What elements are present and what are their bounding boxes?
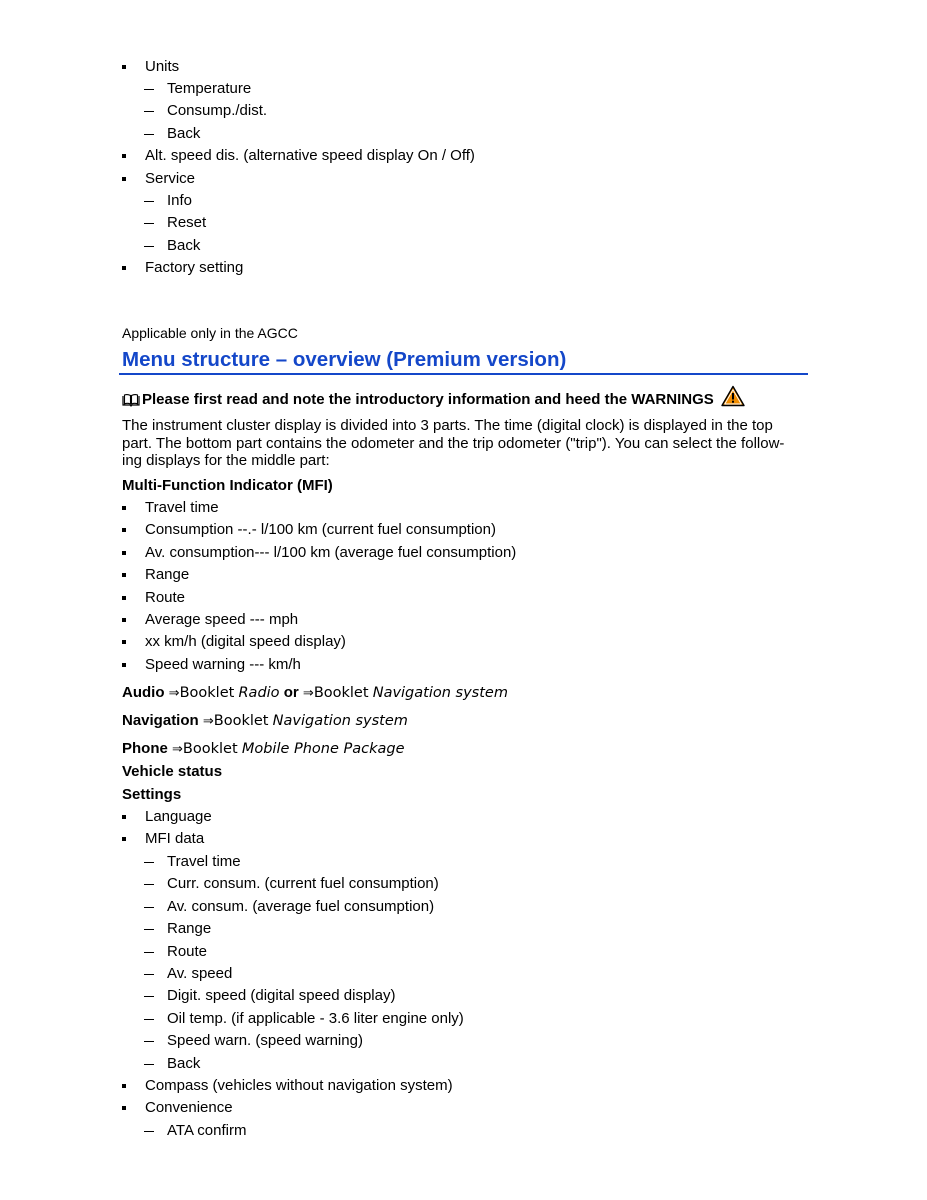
booklet-word: Booklet	[182, 741, 238, 757]
book-icon	[122, 393, 140, 407]
list-item-info: Info	[167, 192, 193, 209]
dash-icon	[144, 942, 156, 962]
mfi-item: Travel time	[145, 499, 219, 516]
arrow-icon: ⇒	[172, 742, 183, 757]
warning-instruction: Please first read and note the introductory information and heed the WARNINGS	[142, 391, 714, 408]
mfi-item: Average speed --- mph	[145, 611, 299, 628]
mfi-data-subitem: Route	[167, 943, 208, 960]
navigation-system-link[interactable]: Navigation system	[372, 685, 508, 701]
bullet-icon	[122, 146, 128, 166]
list-item-alt-speed: Alt. speed dis. (alternative speed display On / Off)	[145, 147, 475, 164]
booklet-word: Booklet	[213, 713, 269, 729]
applicable-note: Applicable only in the AGCC	[122, 325, 298, 341]
dash-icon	[144, 1121, 156, 1141]
dash-icon	[144, 101, 156, 121]
navigation-system-link[interactable]: Navigation system	[272, 713, 408, 729]
booklet-word: Booklet	[179, 685, 235, 701]
or-word: or	[283, 684, 299, 701]
phone-label: Phone	[122, 740, 168, 757]
dash-icon	[144, 1009, 156, 1029]
bullet-icon	[122, 1076, 128, 1096]
mfi-heading: Multi-Function Indicator (MFI)	[122, 477, 333, 494]
dash-icon	[144, 191, 156, 211]
dash-icon	[144, 964, 156, 984]
bullet-icon	[122, 588, 128, 608]
arrow-icon: ⇒	[202, 714, 214, 729]
dash-icon	[144, 124, 156, 144]
mfi-item: Speed warning --- km/h	[145, 656, 301, 673]
mfi-item: Av. consumption--- l/100 km (average fuel consumption)	[145, 544, 517, 561]
dash-icon	[144, 1031, 156, 1051]
bullet-icon	[122, 520, 128, 540]
mfi-data-subitem: Oil temp. (if applicable - 3.6 liter engine only)	[167, 1010, 464, 1027]
dash-icon	[144, 874, 156, 894]
radio-link[interactable]: Radio	[238, 685, 280, 701]
list-item-service: Service	[145, 170, 196, 187]
dash-icon	[144, 897, 156, 917]
phone-reference	[122, 739, 405, 759]
bullet-icon	[122, 498, 128, 518]
bullet-icon	[122, 632, 128, 652]
bullet-icon	[122, 169, 128, 189]
dash-icon	[144, 79, 156, 99]
list-item-temperature: Temperature	[167, 80, 252, 97]
navigation-reference	[122, 711, 408, 731]
intro-paragraph	[122, 417, 794, 470]
intro-line: part. The bottom part contains the odometer and the trip odometer ("trip"). You can select the follow-	[122, 434, 785, 452]
bullet-icon	[122, 565, 128, 585]
bullet-icon	[122, 1098, 128, 1118]
mfi-data-subitem: Back	[167, 1055, 201, 1072]
settings-item-compass: Compass (vehicles without navigation system)	[145, 1077, 453, 1094]
arrow-icon: ⇒	[302, 686, 314, 701]
list-item-consump-dist: Consump./dist.	[167, 102, 268, 119]
intro-line: ing displays for the middle part:	[122, 452, 330, 469]
dash-icon	[144, 1054, 156, 1074]
bullet-icon	[122, 829, 128, 849]
mfi-data-subitem: Speed warn. (speed warning)	[167, 1032, 363, 1049]
bullet-icon	[122, 543, 128, 563]
warning-triangle-icon	[721, 385, 745, 407]
intro-line: The instrument cluster display is divided into 3 parts. The time (digital clock) is displayed in the top	[122, 417, 773, 434]
settings-item-convenience: Convenience	[145, 1099, 233, 1116]
list-item-back: Back	[167, 125, 201, 142]
convenience-subitem-ata: ATA confirm	[167, 1122, 247, 1139]
mfi-item: xx km/h (digital speed display)	[145, 633, 346, 650]
mfi-item: Consumption --.- l/100 km (current fuel consumption)	[145, 521, 496, 538]
settings-item-language: Language	[145, 808, 212, 825]
dash-icon	[144, 986, 156, 1006]
mfi-item: Range	[145, 566, 190, 583]
bullet-icon	[122, 57, 128, 77]
section-title: Menu structure – overview (Premium version)	[122, 348, 567, 371]
dash-icon	[144, 852, 156, 872]
vehicle-status-heading: Vehicle status	[122, 763, 223, 780]
bullet-icon	[122, 258, 128, 278]
list-item-back: Back	[167, 237, 201, 254]
dash-icon	[144, 236, 156, 256]
arrow-icon: ⇒	[168, 686, 180, 701]
bullet-icon	[122, 610, 128, 630]
heading-rule	[119, 373, 808, 375]
mfi-item: Route	[145, 589, 186, 606]
mfi-data-subitem: Av. consum. (average fuel consumption)	[167, 898, 435, 915]
mfi-data-subitem: Range	[167, 920, 212, 937]
list-item-units: Units	[145, 58, 180, 75]
navigation-label: Navigation	[122, 712, 199, 729]
settings-item-mfi-data: MFI data	[145, 830, 205, 847]
booklet-word: Booklet	[313, 685, 369, 701]
bullet-icon	[122, 807, 128, 827]
mfi-data-subitem: Curr. consum. (current fuel consumption)	[167, 875, 439, 892]
audio-reference	[122, 683, 508, 703]
mfi-data-subitem: Av. speed	[167, 965, 233, 982]
audio-label: Audio	[122, 684, 165, 701]
list-item-factory-setting: Factory setting	[145, 259, 244, 276]
settings-heading: Settings	[122, 786, 182, 803]
mfi-data-subitem: Digit. speed (digital speed display)	[167, 987, 396, 1004]
mobile-phone-link[interactable]: Mobile Phone Package	[241, 741, 405, 757]
dash-icon	[144, 919, 156, 939]
list-item-reset: Reset	[167, 214, 207, 231]
bullet-icon	[122, 655, 128, 675]
dash-icon	[144, 213, 156, 233]
mfi-data-subitem: Travel time	[167, 853, 241, 870]
